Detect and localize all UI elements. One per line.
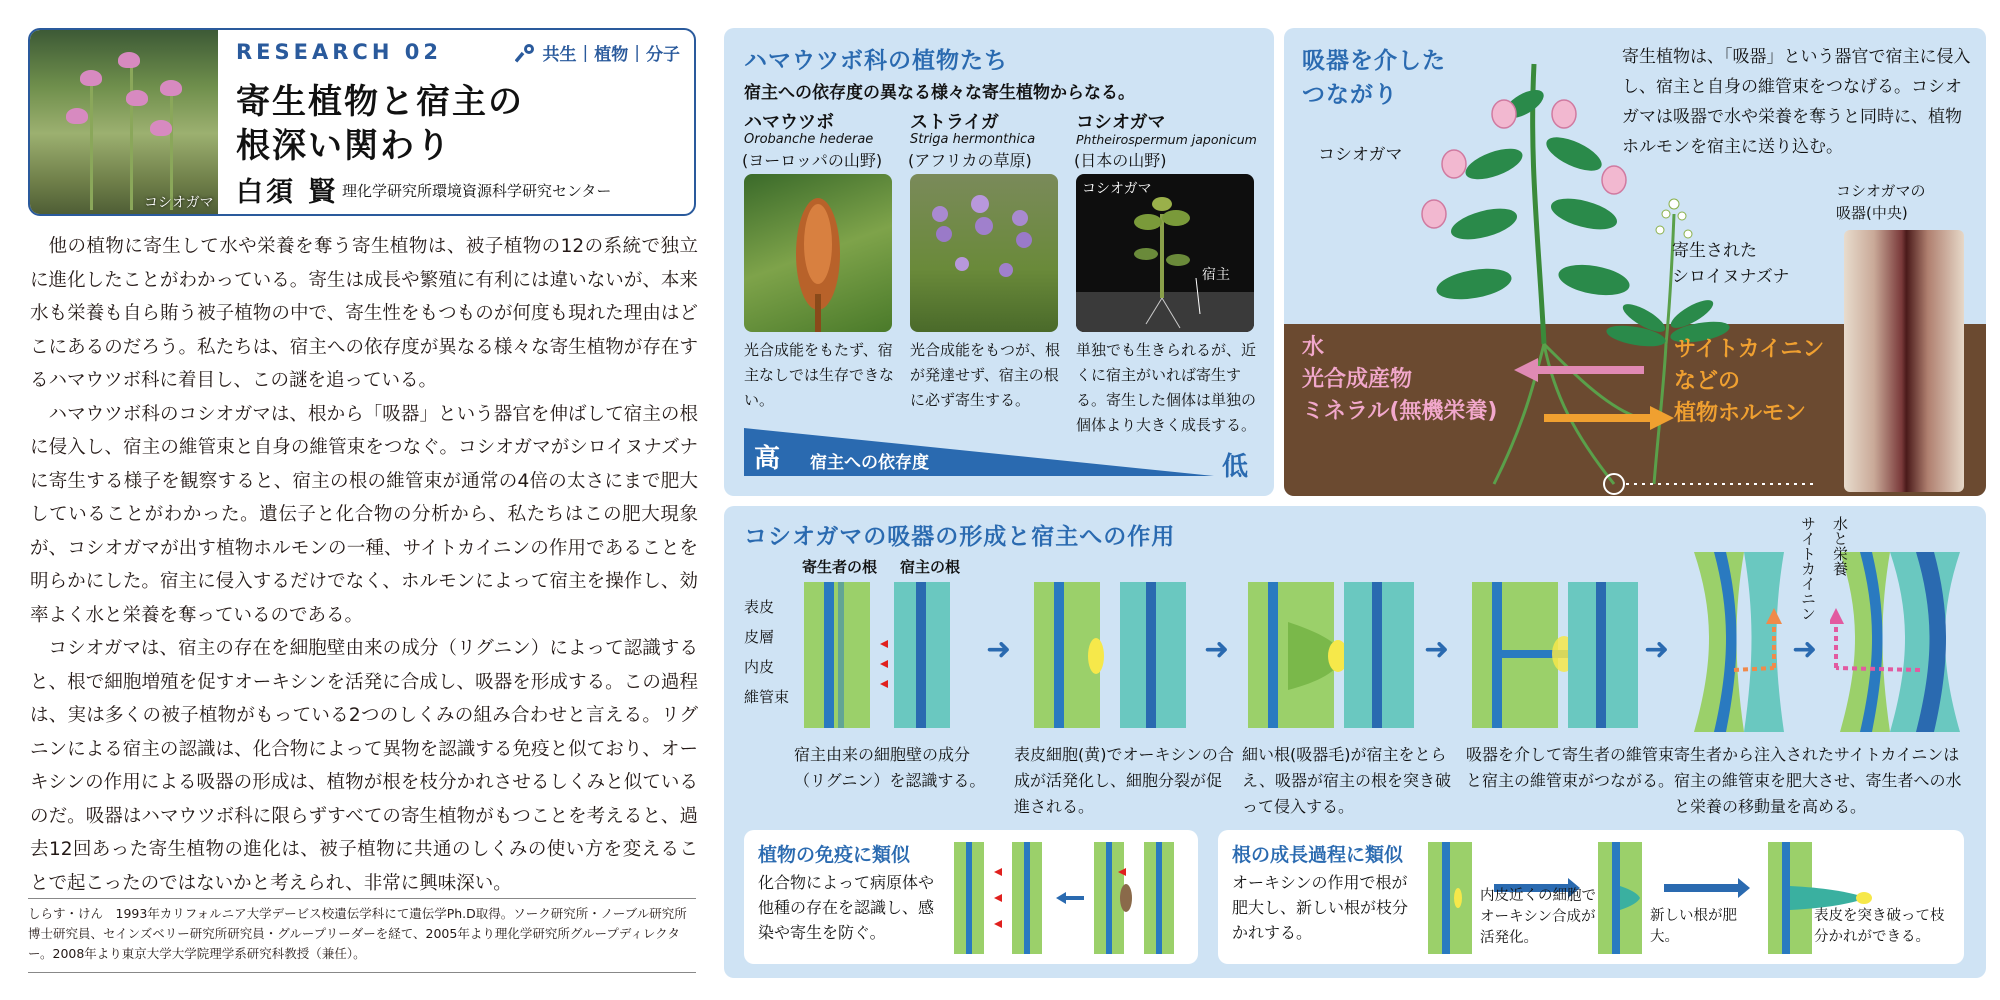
root-growth-step2: 新しい根が肥大。 [1650, 908, 1737, 945]
bio-divider-top [28, 898, 696, 899]
striga-illustration [910, 174, 1058, 332]
caption-step2: 表皮細胞(黄)でオーキシンの合成が活発化し、細胞分裂が促進される。 [1014, 745, 1234, 816]
plants-panel-title: ハマウツボ科の植物たち [744, 48, 1008, 74]
caption-step5: 寄生者から注入されたサイトカイニンは宿主の維管束を肥大させ、寄生者への水と栄養の移動量を高める。 [1674, 745, 1962, 816]
micro-label [1836, 180, 1926, 224]
root-growth-step3: 表皮を突き破って枝分かれができる。 [1814, 908, 1945, 945]
exchange-arrows [1514, 354, 1674, 444]
striga-photo [910, 174, 1058, 332]
plant-name-hamautsubo: ハマウツボ [744, 112, 834, 133]
step2-diagram [1024, 582, 1194, 732]
immune-mini-diagram [954, 842, 1190, 954]
author-affiliation: 理化学研究所環境資源科学研究センター [342, 182, 612, 200]
layer-endodermis: 内皮 [744, 658, 775, 676]
water-vertical-label: 水と栄養 [1831, 516, 1849, 576]
scale-high: 高 [754, 444, 781, 474]
step-arrow-icon: ➜ [1644, 632, 1670, 667]
connection-title-line1: 吸器を介した [1302, 48, 1446, 74]
photo3-label: コシオガマ [1082, 181, 1152, 197]
pink-arrow-icon [1514, 358, 1644, 382]
plant-desc-hamautsubo: 光合成能をもたず、宿主なしでは生存できない。 [744, 341, 895, 409]
body-paragraph-3: コシオガマは、宿主の存在を細胞壁由来の成分（リグニン）によって認識すると、根で細胞増殖を促すオーキシンを活発に合成し、吸器を形成する。この過程は、実は多くの被子植物がもっている2つのしくみの組み合わせと言える。リグニンによる宿主の認識は、化合物によって異物を認識する免疫と似ており、オーキシンの作用による吸器の形成は、植物が根を枝分かれさせるしくみと似ているのだ。吸器はハマウツボ科に限らずすべての寄生植物がもつことを考えると、過去12回あった寄生植物の進化は、被子植物に共通のしくみの使い方を変えることで起こったのではないかと考えられ、非常に興味深い。 [30, 638, 698, 894]
key-icon [515, 42, 537, 64]
root-growth-title: 根の成長過程に類似 [1232, 844, 1404, 866]
formation-title: コシオガマの吸器の形成と宿主への作用 [744, 524, 1176, 550]
step-arrow-icon: ➜ [1204, 632, 1230, 667]
caption-step3: 細い根(吸器毛)が宿主をとらえ、吸器が宿主の根を突き破って侵入する。 [1242, 745, 1451, 816]
layer-cortex: 皮層 [744, 628, 775, 646]
connection-description: 寄生植物は、「吸器」という器官で宿主に侵入し、宿主と自身の維管束をつなげる。コシオガマは吸器で水や栄養を奪うと同時に、植物ホルモンを宿主に送り込む。 [1622, 47, 1971, 157]
article-header [28, 28, 696, 216]
left-flow-photosynthate: 光合成産物 [1302, 367, 1413, 392]
left-flow-mineral: ミネラル(無機栄養) [1302, 399, 1498, 424]
plant-name-striga: ストライガ [910, 112, 999, 133]
plant-region-kosiogama: (日本の山野) [1074, 151, 1167, 170]
plant-region-striga: (アフリカの草原) [908, 151, 1032, 170]
page-title-line1: 寄生植物と宿主の [236, 82, 524, 122]
scale-label: 宿主への依存度 [810, 453, 929, 473]
host-root [894, 582, 950, 728]
layer-labels [744, 592, 789, 712]
step1-diagram [784, 582, 954, 732]
immune-inset [744, 830, 1198, 964]
micro-label-line1: コシオガマの [1836, 182, 1926, 200]
plant-region-hamautsubo: (ヨーロッパの山野) [742, 151, 883, 170]
right-flow-cytokinin: サイトカイニン [1674, 337, 1825, 362]
step4-diagram [1472, 582, 1642, 732]
layer-vascular: 維管束 [744, 688, 790, 706]
right-flow-etc: などの [1674, 369, 1741, 394]
step3-diagram [1248, 582, 1418, 732]
layer-epidermis: 表皮 [744, 598, 775, 616]
kosiogama-seedling-photo [1076, 174, 1254, 332]
research-label: RESEARCH 02 [236, 40, 442, 64]
right-flow-hormone: 植物ホルモン [1674, 401, 1807, 426]
step5b-diagram [1830, 552, 1970, 732]
cytokinin-vertical-label: サイトカイニン [1799, 516, 1817, 621]
kosiogama-photo [30, 30, 218, 216]
page-title-line2: 根深い関わり [236, 126, 452, 166]
article-body [30, 230, 698, 900]
immune-title: 植物の免疫に類似 [758, 844, 911, 866]
left-flow-text [1302, 332, 1497, 428]
step-arrow-icon: ➜ [1424, 632, 1450, 667]
parasite-root [804, 582, 870, 728]
body-paragraph-1: 他の植物に寄生して水や栄養を奪う寄生植物は、被子植物の12の系統で独立に進化したことがわかっている。寄生は成長や繁殖に有利には違いないが、本来水も栄養も自ら賄う被子植物の中で、寄生性をもつものが何度も現れた理由はどこにあるのだろう。私たちは、宿主への依存度が異なる様々な寄生植物が存在するハマウツボ科に着目し、この謎を追っている。 [30, 236, 698, 391]
plant-desc-striga: 光合成能をもつが、根が発達せず、宿主の根に必ず寄生する。 [910, 341, 1061, 409]
photo3-host-label: 宿主 [1202, 267, 1230, 283]
root-growth-text: オーキシンの作用で根が肥大し、新しい根が枝分かれする。 [1232, 873, 1409, 942]
tag-plant[interactable]: 植物 [594, 45, 629, 65]
host-label-line1: 寄生された [1672, 241, 1757, 261]
connection-panel [1284, 28, 1986, 496]
immune-text: 化合物によって病原体や他種の存在を認識し、感染や寄生を防ぐ。 [758, 873, 935, 942]
orange-arrow-icon [1544, 406, 1674, 430]
root-growth-step1: 内皮近くの細胞でオーキシン合成が活発化。 [1480, 888, 1596, 946]
tag-symbiosis[interactable]: 共生 [542, 45, 577, 65]
col-parasite-label: 寄生者の根 [802, 558, 878, 576]
left-flow-water: 水 [1302, 335, 1325, 360]
photo-caption: コシオガマ [144, 195, 214, 211]
plant-name-kosiogama: コシオガマ [1076, 112, 1166, 133]
plant-latin-hamautsubo: Orobanche hederae [744, 132, 874, 147]
plants-panel-subtitle: 宿主への依存度の異なる様々な寄生植物からなる。 [744, 83, 1135, 103]
tag-molecule[interactable]: 分子 [646, 45, 680, 65]
col-host-label: 宿主の根 [900, 558, 961, 576]
caption-step1: 宿主由来の細胞壁の成分（リグニン）を認識する。 [794, 745, 986, 790]
haustorium-micrograph [1844, 230, 1964, 492]
caption-step4: 吸器を介して寄生者の維管束と宿主の維管束がつながる。 [1466, 745, 1675, 790]
kosiogama-label: コシオガマ [1318, 145, 1403, 165]
step-arrow-icon: ➜ [1792, 632, 1818, 667]
bio-divider-bottom [28, 972, 696, 973]
connection-title-line2: つながり [1302, 82, 1398, 108]
hamautsubo-illustration [744, 174, 892, 332]
formation-panel [724, 506, 1986, 978]
body-paragraph-2: ハマウツボ科のコシオガマは、根から「吸器」という器官を伸ばして宿主の根に侵入し、宿主の維管束と自身の維管束をつなぐ。コシオガマがシロイヌナズナに寄生する様子を観察すると、宿主の根の維管束が通常の4倍の太さにまで肥大していることがわかった。遺伝子と化合物の分析から、私たちはこの肥大現象が、コシオガマが出す植物ホルモンの一種、サイトカイニンの作用であることを明らかにした。宿主に侵入するだけでなく、ホルモンによって宿主を操作し、効率よく水と栄養を奪っているのである。 [30, 403, 698, 626]
hamautsubo-photo [744, 174, 892, 332]
plant-latin-kosiogama: Phtheirospermum japonicum [1076, 132, 1257, 147]
plant-desc-kosiogama: 単独でも生きられるが、近くに宿主がいれば寄生する。寄生した個体は単独の個体より大きく成長する。 [1076, 341, 1257, 434]
host-label [1672, 238, 1789, 290]
scale-low: 低 [1222, 452, 1249, 482]
plants-panel [724, 28, 1274, 496]
plant-latin-striga: Striga hermonthica [910, 132, 1036, 147]
author-bio: しらす・けん 1993年カリフォルニア大学デービス校遺伝学科にて遺伝学Ph.D取得。ソーク研究所・ノーブル研究所博士研究員、セインズベリー研究所研究員・グループリーダーを経て、2005年より理化学研究所グループディレクター。2008年より東京大学大学院理学系研究科教授（兼任）。 [28, 906, 687, 961]
step-arrow-icon: ➜ [986, 632, 1012, 667]
author-name: 白須 賢 [236, 177, 339, 208]
right-flow-text [1674, 334, 1824, 430]
step5a-diagram [1674, 552, 1794, 732]
host-label-line2: シロイヌナズナ [1672, 267, 1790, 287]
root-growth-inset [1218, 830, 1964, 964]
micro-label-line2: 吸器(中央) [1836, 204, 1908, 222]
tag-list: 共生 | 植物 | 分子 [515, 40, 680, 65]
